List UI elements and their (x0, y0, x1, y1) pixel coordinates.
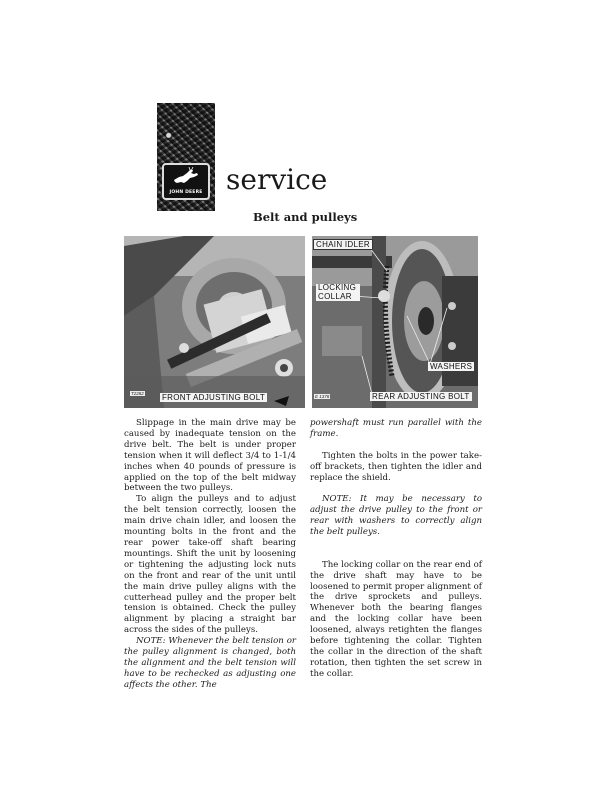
figure-code: E 1378 (315, 394, 330, 399)
body-column-left (124, 418, 296, 691)
figure-code: T2282 (131, 391, 144, 396)
body-column-right (310, 418, 482, 680)
leaping-deer-icon (172, 167, 200, 187)
paragraph-pulley-alignment: To align the pulleys and to adjust the belt tension correctly, loosen the main drive chain idler, and loosen the mounting bolts in the front and the rear power take-off shaft bearing mountings. Shift the unit by loosening or tightening the adjusting lock nuts on the front and rear of the unit until the main drive pulley aligns with the cutterhead pulley and the proper belt tension is obtained. Check the pulley alignment by placing a straight bar across the sides of the pulleys. (124, 494, 296, 636)
section-subtitle: Belt and pulleys (253, 210, 358, 224)
paragraph-belt-tension: Slippage in the main drive may be caused by inadequate tension on the drive belt. The belt is under proper tension when it will deflect 3/4 to 1-1/4 inches when 40 pounds of pressure is applied on the top of the belt midway between the two pulleys. (124, 418, 296, 494)
figure-front-adjusting-bolt (124, 236, 305, 408)
page-title: service (226, 163, 328, 196)
callout-front-adjusting-bolt: FRONT ADJUSTING BOLT (162, 393, 266, 402)
note-powershaft-parallel: powershaft must run parallel with the frame. (310, 418, 482, 439)
logo-text: JOHN DEERE (169, 190, 203, 195)
callout-locking-collar: LOCKING COLLAR (316, 284, 360, 301)
machinery-photo-left (124, 236, 305, 408)
note-washers: NOTE: It may be necessary to adjust the drive pulley to the front or rear with washers to correctly align the belt pulleys. (310, 494, 482, 538)
figure-chain-idler-rear-bolt (312, 236, 478, 408)
machinery-photo-right (312, 236, 478, 408)
paragraph-tighten-bolts: Tighten the bolts in the power take-off brackets, then tighten the idler and replace the shield. (310, 450, 482, 483)
callout-chain-idler: CHAIN IDLER (313, 239, 373, 250)
paragraph-locking-collar: The locking collar on the rear end of the drive shaft may have to be loosened to permit proper alignment of the drive sprockets and pulleys. Whenever both the bearing flanges and the locking collar have been loosened, always retighten the flanges before tightening the collar. Tighten the collar in the direction of the shaft rotation, then tighten the set screw in the collar. (310, 559, 482, 679)
note-recheck-alignment: NOTE: Whenever the belt tension or the pulley alignment is changed, both the alignment and the belt tension will have to be rechecked as adjusting one affects the other. The (124, 636, 296, 690)
john-deere-logo (162, 163, 210, 200)
callout-rear-adjusting-bolt: REAR ADJUSTING BOLT (372, 392, 470, 401)
callout-washers: WASHERS (430, 362, 473, 371)
